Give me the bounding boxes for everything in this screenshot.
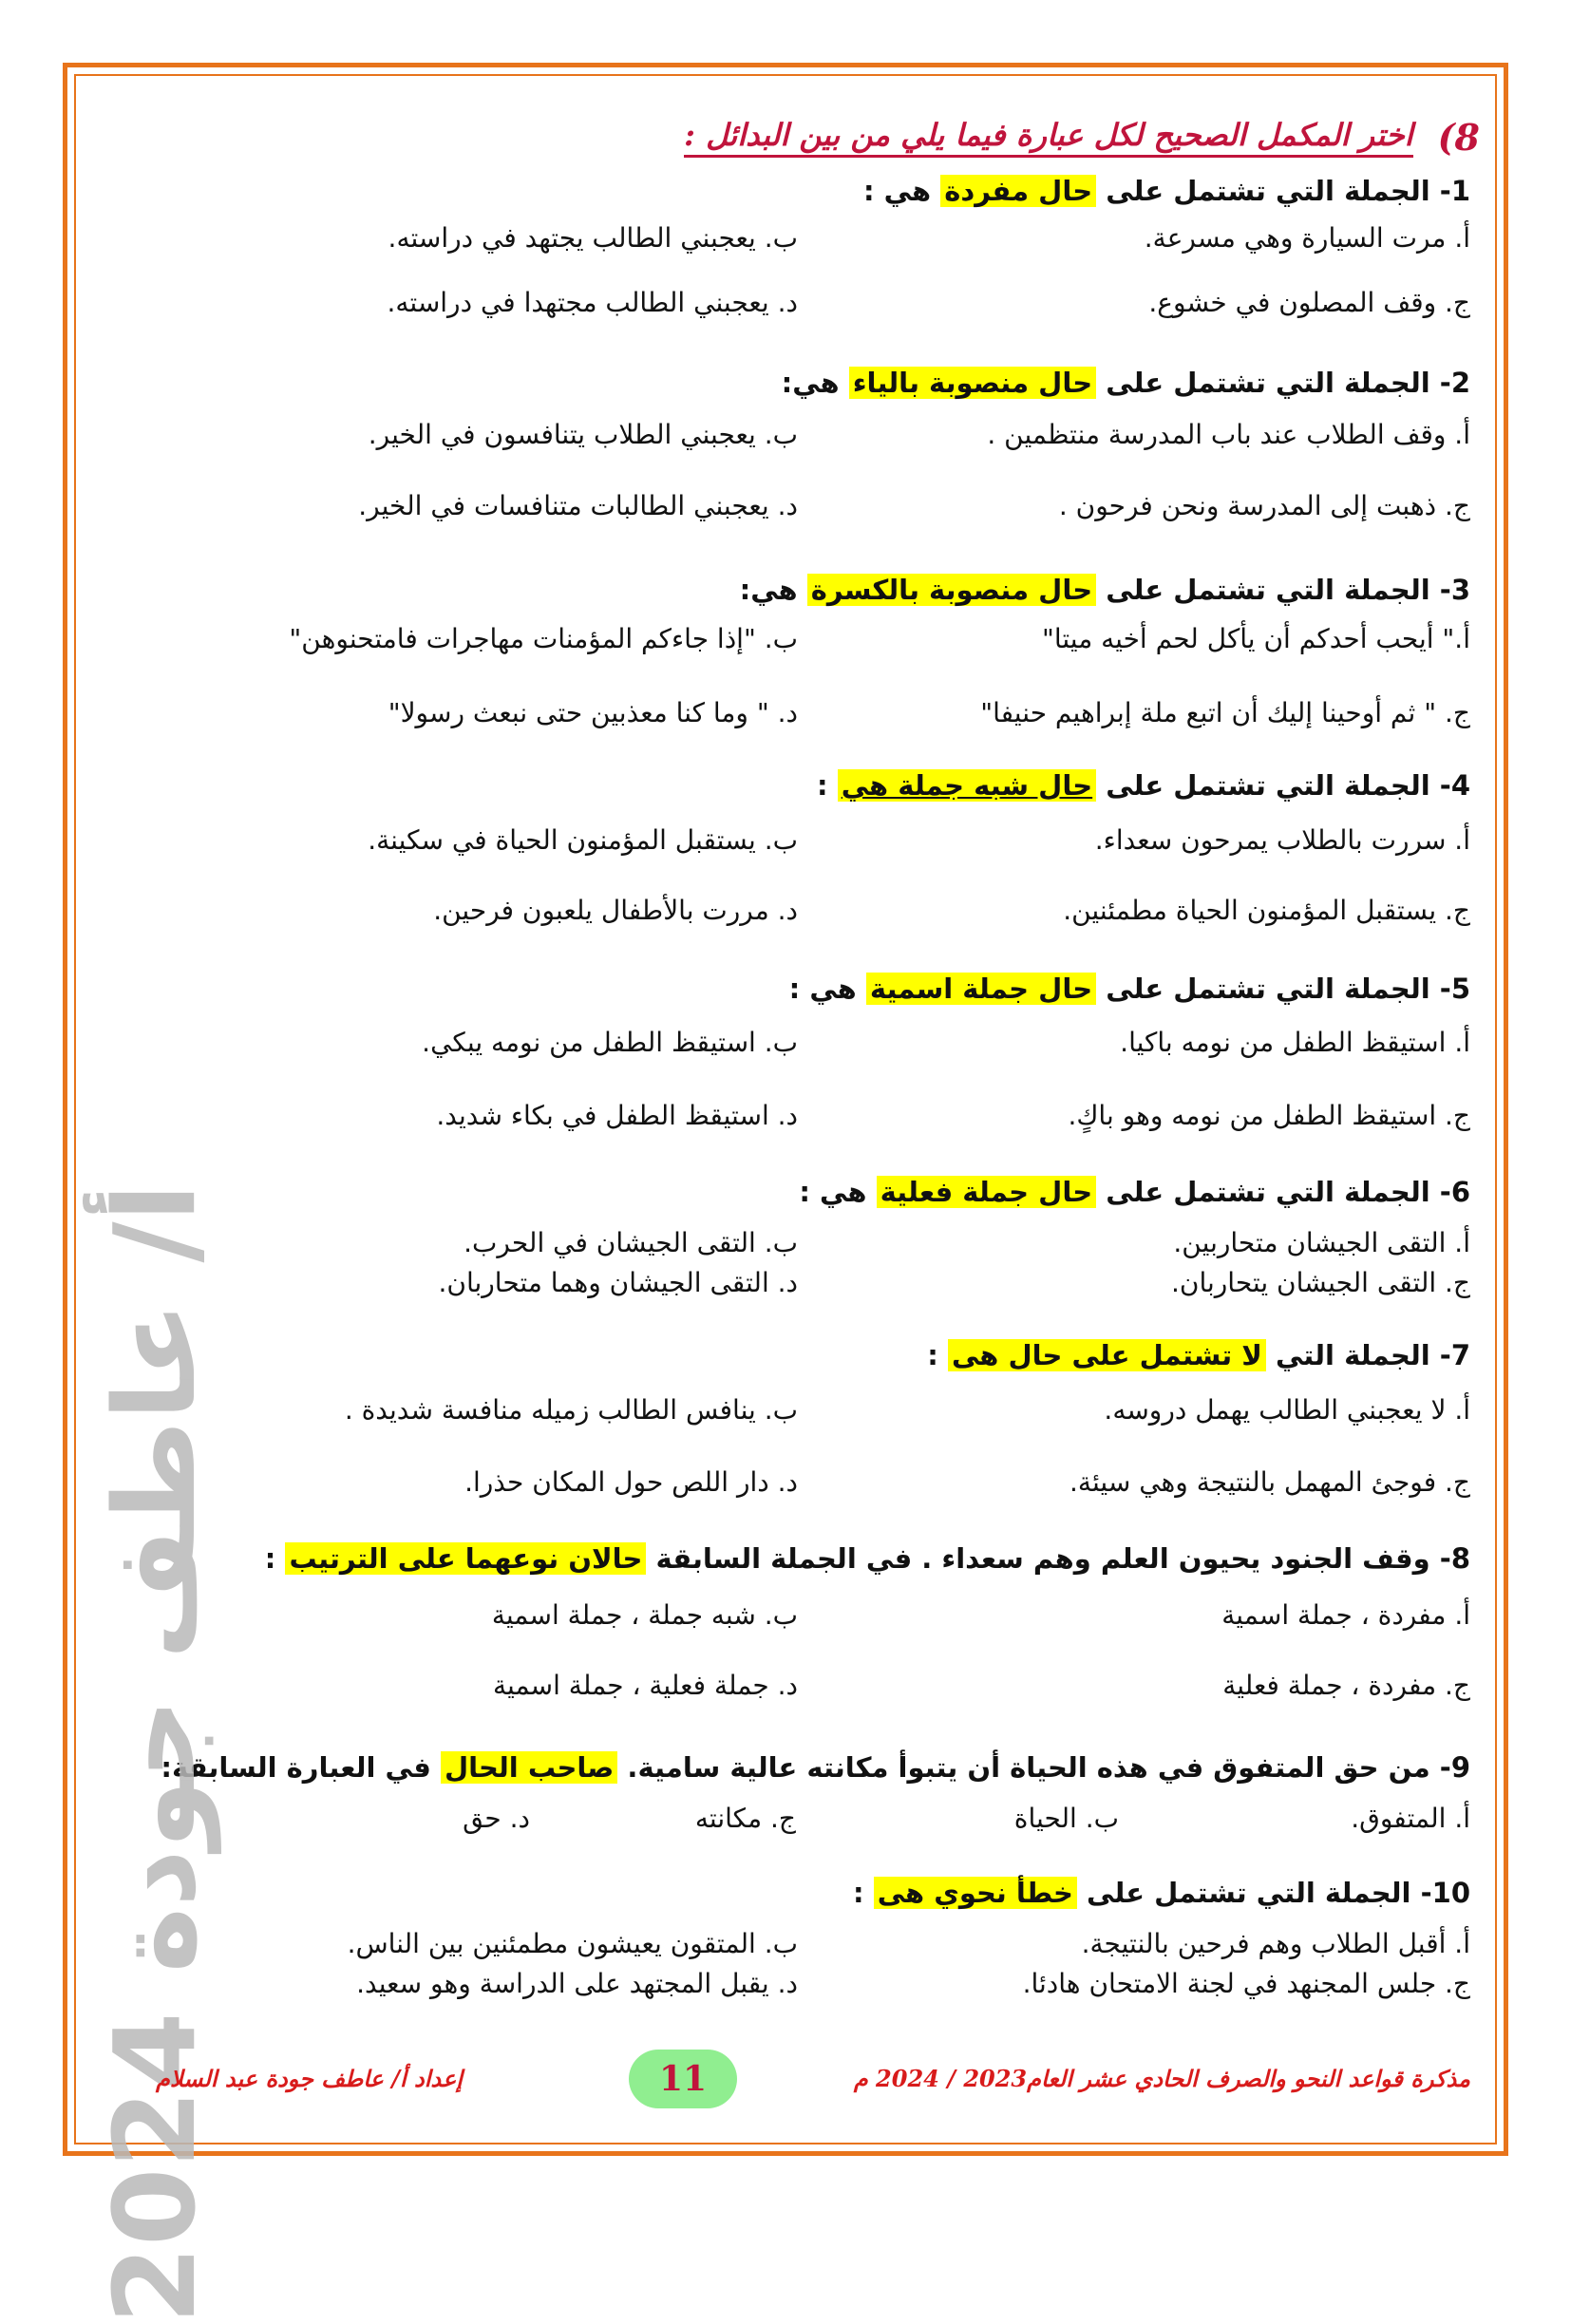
question-highlight: حال جملة فعلية xyxy=(877,1176,1097,1208)
q10-option-d: د. يقبل المجتهد على الدراسة وهو سعيد. xyxy=(356,1968,798,1999)
q9-option-b: ب. الحياة xyxy=(1013,1803,1119,1834)
question-suffix: هي : xyxy=(862,175,941,207)
q3-option-a: أ." أيحب أحدكم أن يأكل لحم أخيه ميتا" xyxy=(1041,623,1470,654)
q6-option-b: ب. التقى الجيشان في الحرب. xyxy=(464,1227,798,1258)
worksheet-page xyxy=(89,91,1480,2324)
q7-option-c: ج. فوجئ المهمل بالنتيجة وهي سيئة. xyxy=(1069,1466,1470,1498)
q2-option-d: د. يعجبني الطالبات متنافسات في الخير. xyxy=(358,490,798,521)
q3-option-d: د. " وما كنا معذبين حتى نبعث رسولا" xyxy=(388,697,798,728)
q9-option-a: أ. المتفوق. xyxy=(1351,1803,1470,1834)
q7-option-b: ب. ينافس الطالب زميله منافسة شديدة . xyxy=(344,1394,798,1426)
q6-option-c: ج. التقى الجيشان يتحاربان. xyxy=(1171,1267,1470,1298)
q5-option-a: أ. استيقظ الطفل من نومه باكيا. xyxy=(1120,1027,1470,1058)
q4-option-c: ج. يستقبل المؤمنون الحياة مطمئنين. xyxy=(1063,895,1470,926)
question-highlight: حالان نوعهما على الترتيب xyxy=(285,1542,646,1575)
question-text: 8- وقف الجنود يحيون العلم وهم سعداء . في الجملة السابقة xyxy=(646,1542,1470,1575)
question-suffix: : xyxy=(927,1339,948,1371)
q1-option-a: أ. مرت السيارة وهي مسرعة. xyxy=(1144,222,1470,254)
question-text: 1- الجملة التي تشتمل على xyxy=(1096,175,1470,207)
section-number: 8) xyxy=(1437,115,1480,159)
question-highlight: صاحب الحال xyxy=(441,1751,617,1784)
question-text: 5- الجملة التي تشتمل على xyxy=(1096,973,1470,1005)
q5-option-b: ب. استيقظ الطفل من نومه يبكي. xyxy=(422,1027,798,1058)
question-suffix: هي : xyxy=(799,1176,877,1208)
question-text: 4- الجملة التي تشتمل على xyxy=(1096,769,1470,802)
q2-option-b: ب. يعجبني الطلاب يتنافسون في الخير. xyxy=(368,419,798,450)
section-header xyxy=(684,108,1480,165)
q4-option-a: أ. سررت بالطلاب يمرحون سعداء. xyxy=(1094,824,1470,856)
q6-option-d: د. التقى الجيشان وهما متحاربان. xyxy=(438,1267,798,1298)
question-highlight: حال مفردة xyxy=(940,175,1096,207)
q2-option-c: ج. ذهبت إلى المدرسة ونحن فرحون . xyxy=(1058,490,1470,521)
question-highlight: حال جملة اسمية xyxy=(866,973,1096,1005)
question-5 xyxy=(789,973,1470,1005)
question-suffix: هي: xyxy=(781,367,849,399)
q3-option-c: ج. " ثم أوحينا إليك أن اتبع ملة إبراهيم حنيفا" xyxy=(980,697,1470,728)
q10-option-c: ج. جلس المجنهد في لجنة الامتحان هادئا. xyxy=(1022,1968,1470,1999)
q4-option-b: ب. يستقبل المؤمنون الحياة في سكينة. xyxy=(368,824,798,856)
footer-author: إعداد أ/ عاطف جودة عبد السلام xyxy=(156,2065,463,2092)
question-9 xyxy=(161,1751,1470,1784)
q1-option-c: ج. وقف المصلون في خشوع. xyxy=(1148,287,1470,318)
q10-option-b: ب. المتقون يعيشون مطمئنين بين الناس. xyxy=(347,1928,798,1959)
q8-option-a: أ. مفردة ، جملة اسمية xyxy=(1221,1599,1470,1631)
question-text: 3- الجملة التي تشتمل على xyxy=(1096,574,1470,606)
q4-option-d: د. مررت بالأطفال يلعبون فرحين. xyxy=(433,895,798,926)
q10-option-a: أ. أقبل الطلاب وهم فرحين بالنتيجة. xyxy=(1081,1928,1470,1959)
question-4 xyxy=(817,769,1470,802)
question-1 xyxy=(863,175,1470,207)
footer-title: مذكرة قواعد النحو والصرف الحادي عشر العام2023 / 2024 م xyxy=(853,2065,1470,2092)
q5-option-d: د. استيقظ الطفل في بكاء شديد. xyxy=(436,1100,798,1131)
question-highlight: حال منصوبة بالكسرة xyxy=(807,574,1096,606)
question-text: 6- الجملة التي تشتمل على xyxy=(1096,1176,1470,1208)
q7-option-a: أ. لا يعجبني الطالب يهمل دروسه. xyxy=(1104,1394,1470,1426)
q8-option-b: ب. شبه جملة ، جملة اسمية xyxy=(491,1599,798,1631)
author-watermark: أ/ عاطف جودة 2024 xyxy=(89,1183,220,2324)
question-suffix: : xyxy=(264,1542,286,1575)
question-text: 7- الجملة التي xyxy=(1265,1339,1470,1371)
q1-option-d: د. يعجبني الطالب مجتهدا في دراسته. xyxy=(387,287,798,318)
question-6 xyxy=(799,1176,1470,1208)
question-suffix: : xyxy=(853,1877,874,1909)
question-suffix: في العبارة السابقة: xyxy=(161,1751,441,1784)
question-suffix: : xyxy=(817,769,838,802)
question-highlight: خطأ نحوي هى xyxy=(874,1877,1077,1909)
section-instruction: اختر المكمل الصحيح لكل عبارة فيما يلي من بين البدائل : xyxy=(684,117,1412,158)
question-8 xyxy=(265,1542,1470,1575)
q9-option-c: ج. مكانته xyxy=(694,1803,796,1834)
q8-option-d: د. جملة فعلية ، جملة اسمية xyxy=(493,1670,798,1701)
question-suffix: هي: xyxy=(739,574,807,606)
question-text: 2- الجملة التي تشتمل على xyxy=(1096,367,1470,399)
q5-option-c: ج. استيقظ الطفل من نومه وهو باكٍ. xyxy=(1068,1100,1470,1131)
question-text: 9- من حق المتفوق في هذه الحياة أن يتبوأ مكانته عالية سامية. xyxy=(617,1751,1470,1784)
q7-option-d: د. دار اللص حول المكان حذرا. xyxy=(464,1466,798,1498)
q9-option-d: د. حق xyxy=(463,1803,530,1834)
q8-option-c: ج. مفردة ، جملة فعلية xyxy=(1222,1670,1470,1701)
question-highlight: حال شبه جملة هي xyxy=(838,769,1096,802)
q1-option-b: ب. يعجبني الطالب يجتهد في دراسته. xyxy=(388,222,798,254)
question-2 xyxy=(782,367,1470,399)
q3-option-b: ب. "إذا جاءكم المؤمنات مهاجرات فامتحنوهن" xyxy=(289,623,798,654)
question-suffix: هي : xyxy=(788,973,866,1005)
question-text: 10- الجملة التي تشتمل على xyxy=(1076,1877,1470,1909)
page-number-badge: 11 xyxy=(629,2050,737,2108)
q2-option-a: أ. وقف الطلاب عند باب المدرسة منتظمين . xyxy=(987,419,1470,450)
question-3 xyxy=(740,574,1470,606)
q6-option-a: أ. التقى الجيشان متحاربين. xyxy=(1173,1227,1470,1258)
question-highlight: لا تشتمل على حال هى xyxy=(948,1339,1266,1371)
question-10 xyxy=(853,1877,1470,1909)
question-highlight: حال منصوبة بالياء xyxy=(849,367,1096,399)
question-7 xyxy=(927,1339,1470,1371)
